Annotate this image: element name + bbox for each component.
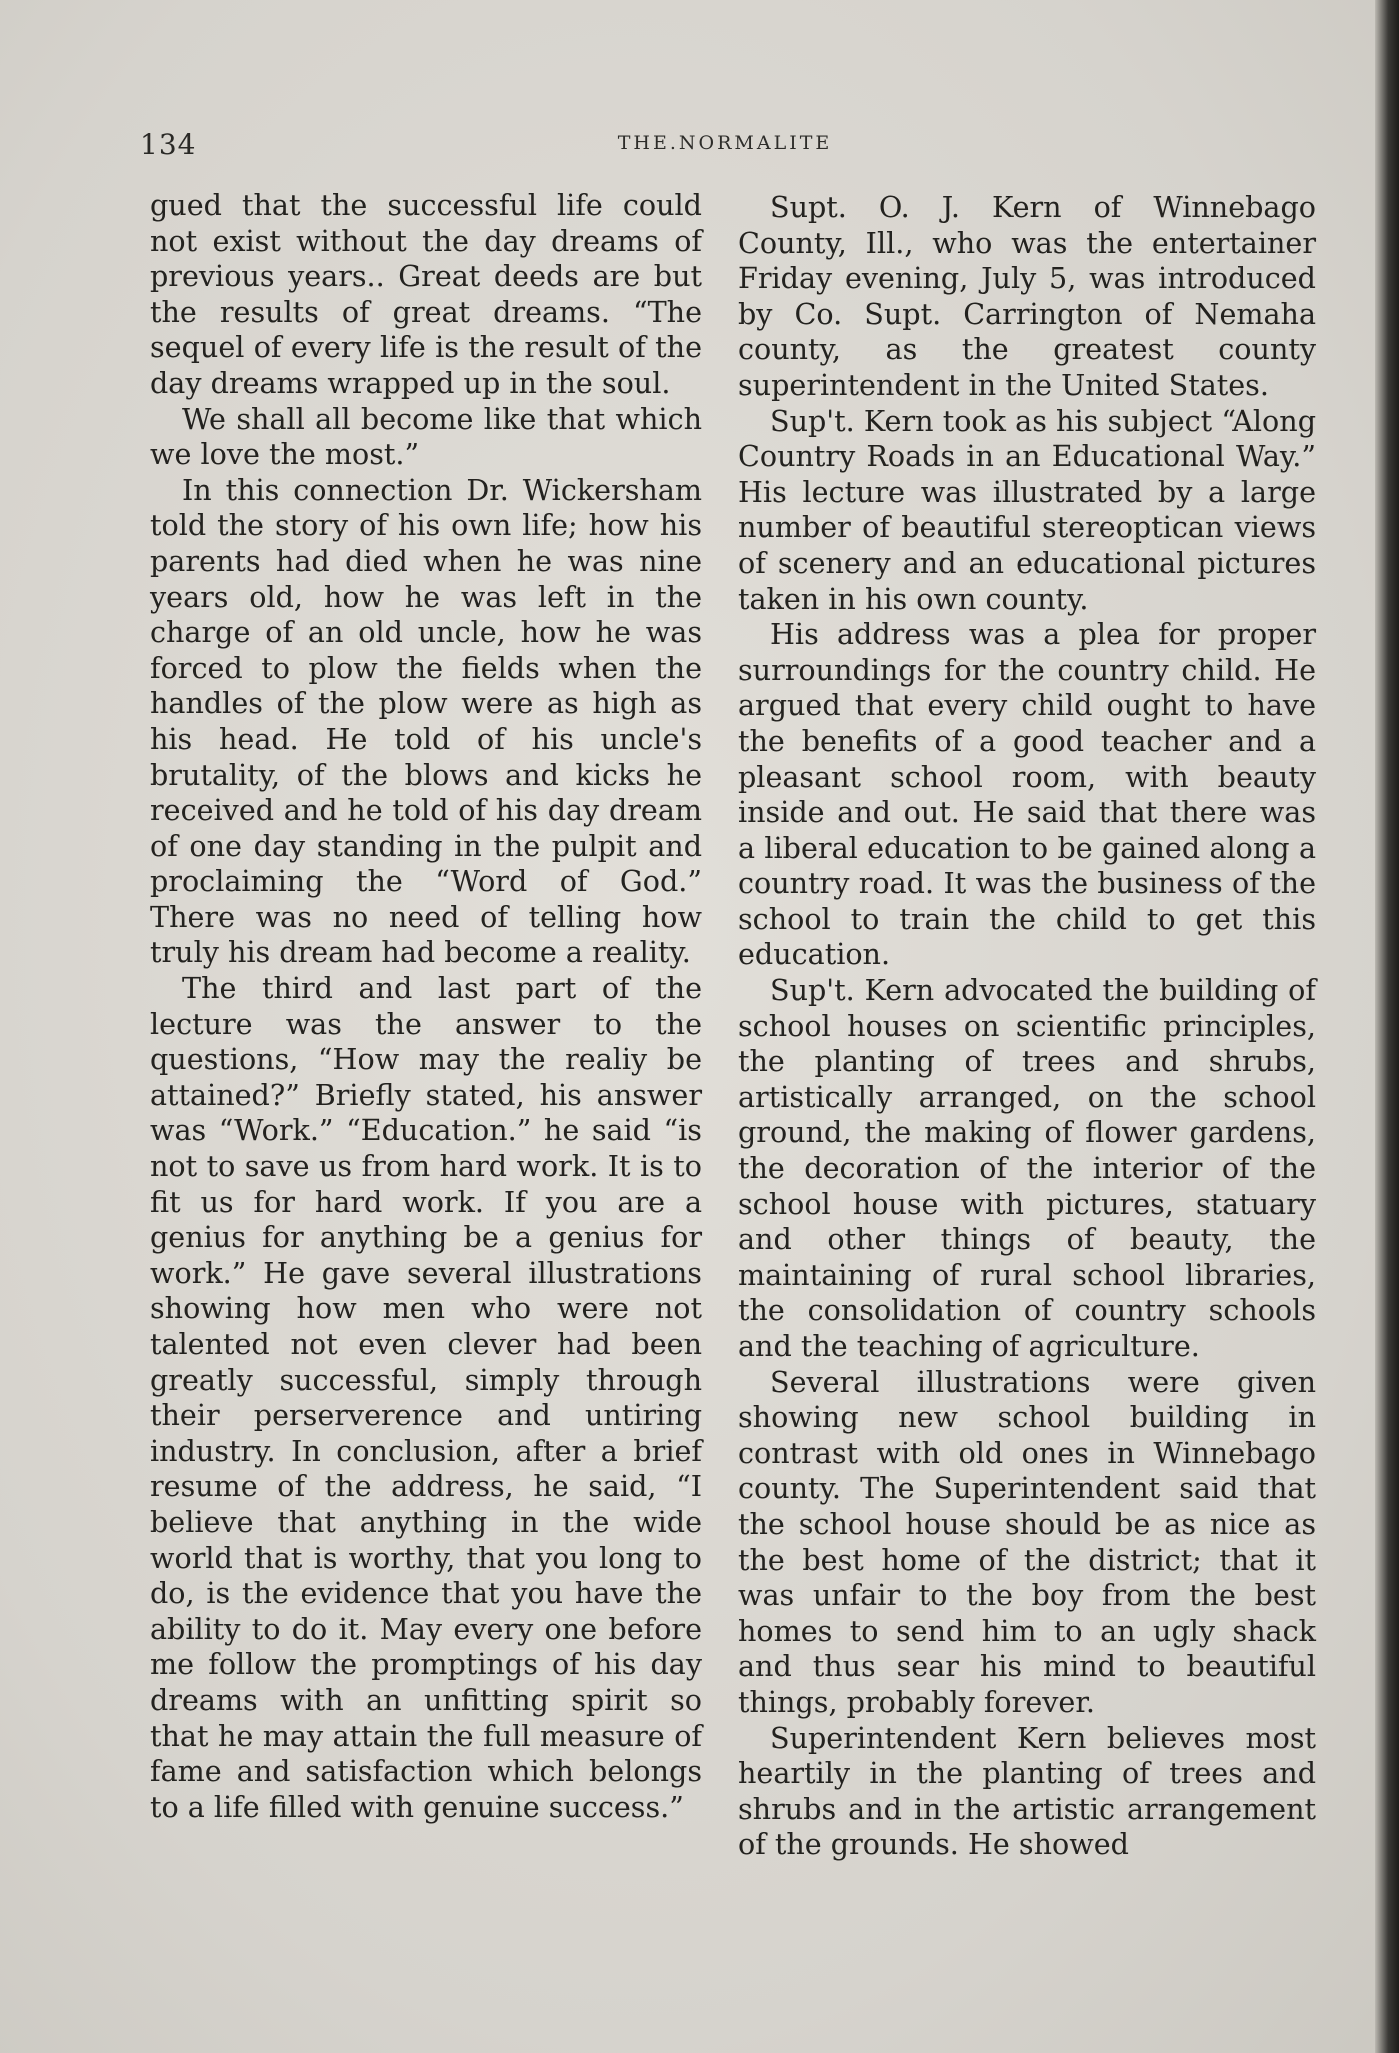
paragraph: Superintendent Kern believes most heartily in the planting of trees and shrubs and in the artistic arrangement of the grounds. He showed — [738, 1720, 1316, 1862]
page-binding-edge — [1375, 0, 1399, 2053]
paragraph: Sup't. Kern took as his subject “Along Country Roads in an Educational Way.” His lecture was illustrated by a large number of beautiful stereoptican views of scenery and an educational pictures taken in his own county. — [738, 403, 1316, 616]
paragraph: Sup't. Kern advocated the building of school houses on scientific principles, the planting of trees and shrubs, artistically arranged, on the school ground, the making of flower gardens, the decoration of the interior of the school house with pictures, statuary and other things of beauty, the maintaining of rural school libraries, the consolidation of country schools and the teaching of agriculture. — [738, 973, 1316, 1363]
paragraph: Several illustrations were given showing new school building in contrast with old ones in Winnebago county. The Superintendent said that the school house should be as nice as the best home of the district; that it was unfair to the boy from the best homes to send him to an ugly shack and thus sear his mind to beautiful things, probably forever. — [738, 1364, 1316, 1719]
right-column — [738, 190, 1316, 1863]
page-number: 134 — [140, 128, 197, 161]
running-title: THE.NORMALITE — [617, 132, 833, 154]
paragraph: The third and last part of the lecture was the answer to the questions, “How may the realiy be attained?” Briefly stated, his answer was “Work.” “Education.” he said “is not to save us from hard work. It is to fit us for hard work. If you are a genius for anything be a genius for work.” He gave several illustrations showing how men who were not talented not even clever had been greatly successful, simply through their perserverence and untiring industry. In conclusion, after a brief resume of the address, he said, “I believe that anything in the wide world that is worthy, that you long to do, is the evidence that you have the ability to do it. May every one before me follow the promptings of his day dreams with an unfitting spirit so that he may attain the full measure of fame and satisfaction which belongs to a life filled with genuine success.” — [150, 971, 702, 1824]
paragraph: gued that the successful life could not exist without the day dreams of previous years.. Great deeds are but the results of great dreams. “The sequel of every life is the result of the day dreams wrapped up in the soul. — [150, 188, 702, 400]
paragraph: We shall all become like that which we love the most.” — [150, 401, 702, 472]
left-column — [150, 188, 702, 1825]
paragraph: Supt. O. J. Kern of Winnebago County, Ill., who was the entertainer Friday evening, July 5, was introduced by Co. Supt. Carrington of Nemaha county, as the greatest county superintendent in the United States. — [738, 190, 1316, 402]
paragraph: In this connection Dr. Wickersham told the story of his own life; how his parents had died when he was nine years old, how he was left in the charge of an old uncle, how he was forced to plow the fields when the handles of the plow were as high as his head. He told of his uncle's brutality, of the blows and kicks he received and he told of his day dream of one day standing in the pulpit and proclaiming the “Word of God.” There was no need of telling how truly his dream had become a reality. — [150, 472, 702, 970]
paragraph: His address was a plea for proper surroundings for the country child. He argued that every child ought to have the benefits of a good teacher and a pleasant school room, with beauty inside and out. He said that there was a liberal education to be gained along a country road. It was the business of the school to train the child to get this education. — [738, 617, 1316, 972]
